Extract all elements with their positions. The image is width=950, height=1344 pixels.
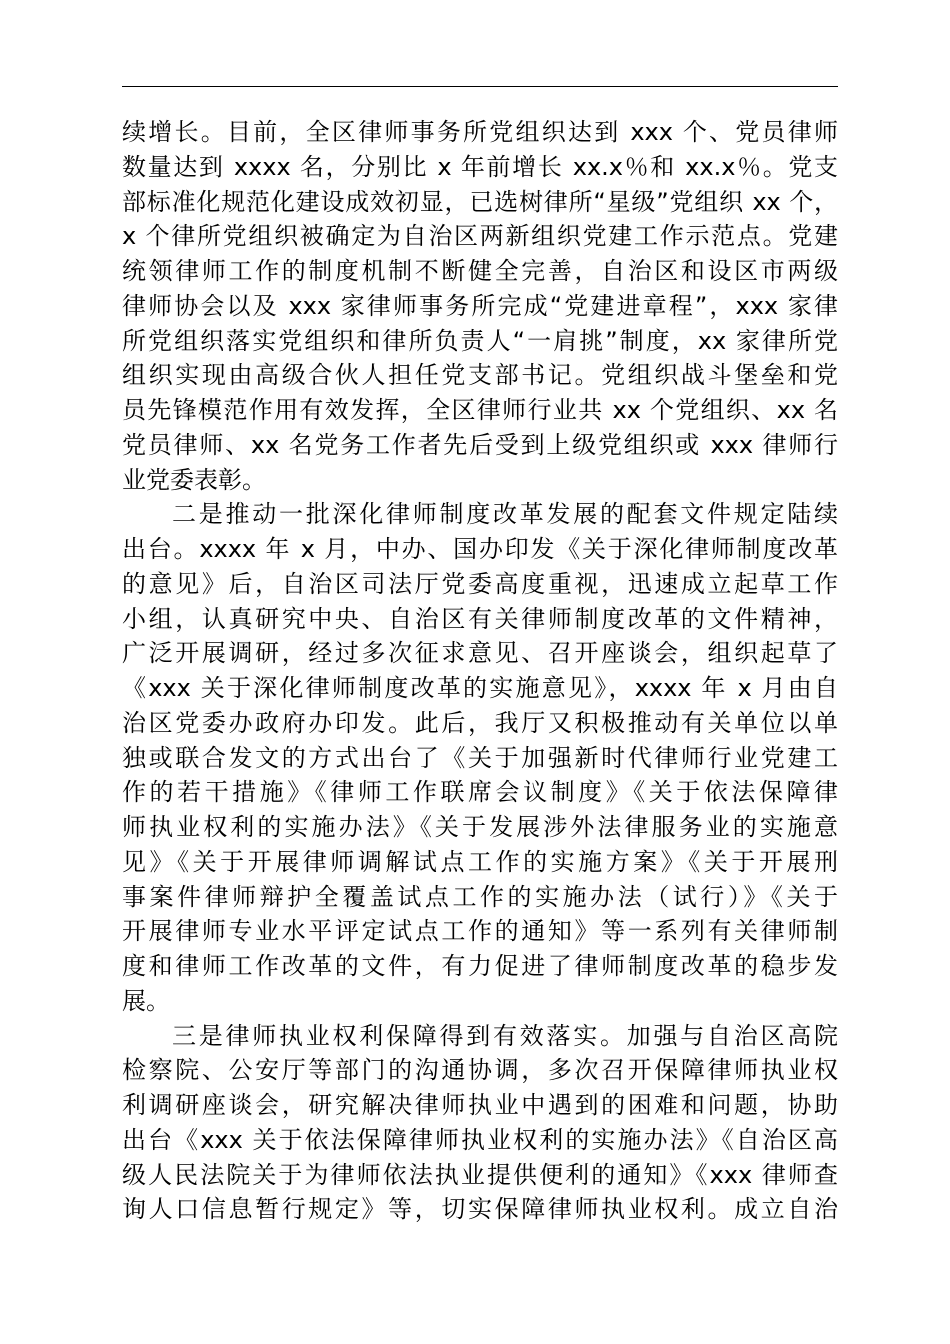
text-line: 展。 [122, 986, 170, 1015]
text-line: 事案件律师辩护全覆盖试点工作的实施办法（试行）》《关于 [122, 882, 838, 911]
text-line: 见》《关于开展律师调解试点工作的实施方案》《关于开展刑 [122, 847, 838, 876]
text-line: 业党委表彰。 [122, 465, 266, 494]
text-line: 师执业权利的实施办法》《关于发展涉外法律服务业的实施意 [122, 813, 838, 841]
text-line: 员先锋模范作用有效发挥，全区律师行业共 xx 个党组织、xx 名 [122, 396, 838, 424]
text-line: 独或联合发文的方式出台了《关于加强新时代律师行业党建工 [122, 743, 838, 772]
text-line: 律师协会以及 xxx 家律师事务所完成“党建进章程”，xxx 家律 [122, 291, 838, 320]
text-line: x 个律所党组织被确定为自治区两新组织党建工作示范点。党建 [122, 222, 838, 251]
text-line: 《xxx 关于深化律师制度改革的实施意见》，xxxx 年 x 月由自 [122, 674, 838, 702]
text-line: 利调研座谈会，研究解决律师执业中遇到的困难和问题，协助 [122, 1091, 838, 1119]
text-line: 的意见》后，自治区司法厅党委高度重视，迅速成立起草工作 [122, 569, 838, 598]
text-line: 治区党委办政府办印发。此后，我厅又积极推动有关单位以单 [122, 708, 838, 737]
text-line: 所党组织落实党组织和律所负责人“一肩挑”制度，xx 家律所党 [122, 326, 838, 355]
text-line: 数量达到 xxxx 名，分别比 x 年前增长 xx.x％和 xx.x％。党支 [122, 152, 838, 181]
text-line: 出台《xxx 关于依法保障律师执业权利的实施办法》《自治区高 [122, 1125, 838, 1154]
text-line: 出台。xxxx 年 x 月，中办、国办印发《关于深化律师制度改革 [122, 535, 838, 563]
text-line: 作的若干措施》《律师工作联席会议制度》《关于依法保障律 [122, 778, 838, 807]
document-body [122, 115, 838, 1227]
text-line: 党员律师、xx 名党务工作者先后受到上级党组织或 xxx 律师行 [122, 430, 838, 459]
text-line: 统领律师工作的制度机制不断健全完善，自治区和设区市两级 [122, 257, 838, 285]
text-line: 续增长。目前，全区律师事务所党组织达到 xxx 个、党员律师 [122, 118, 838, 146]
text-line: 检察院、公安厅等部门的沟通协调，多次召开保障律师执业权 [122, 1056, 838, 1085]
text-line: 广泛开展调研，经过多次征求意见、召开座谈会，组织起草了 [122, 639, 838, 668]
text-line: 小组，认真研究中央、自治区有关律师制度改革的文件精神， [122, 604, 838, 633]
text-line: 组织实现由高级合伙人担任党支部书记。党组织战斗堡垒和党 [122, 361, 838, 390]
text-line: 询人口信息暂行规定》等，切实保障律师执业权利。成立自治 [122, 1195, 838, 1224]
text-line: 度和律师工作改革的文件，有力促进了律师制度改革的稳步发 [122, 952, 838, 980]
text-line: 二是推动一批深化律师制度改革发展的配套文件规定陆续 [172, 500, 838, 529]
text-line: 开展律师专业水平评定试点工作的通知》等一系列有关律师制 [122, 917, 838, 946]
text-line: 部标准化规范化建设成效初显，已选树律所“星级”党组织 xx 个， [122, 187, 838, 216]
text-line: 三是律师执业权利保障得到有效落实。加强与自治区高院 [172, 1021, 838, 1050]
text-line: 级人民法院关于为律师依法执业提供便利的通知》《xxx 律师查 [122, 1160, 838, 1189]
header-rule [122, 86, 838, 87]
